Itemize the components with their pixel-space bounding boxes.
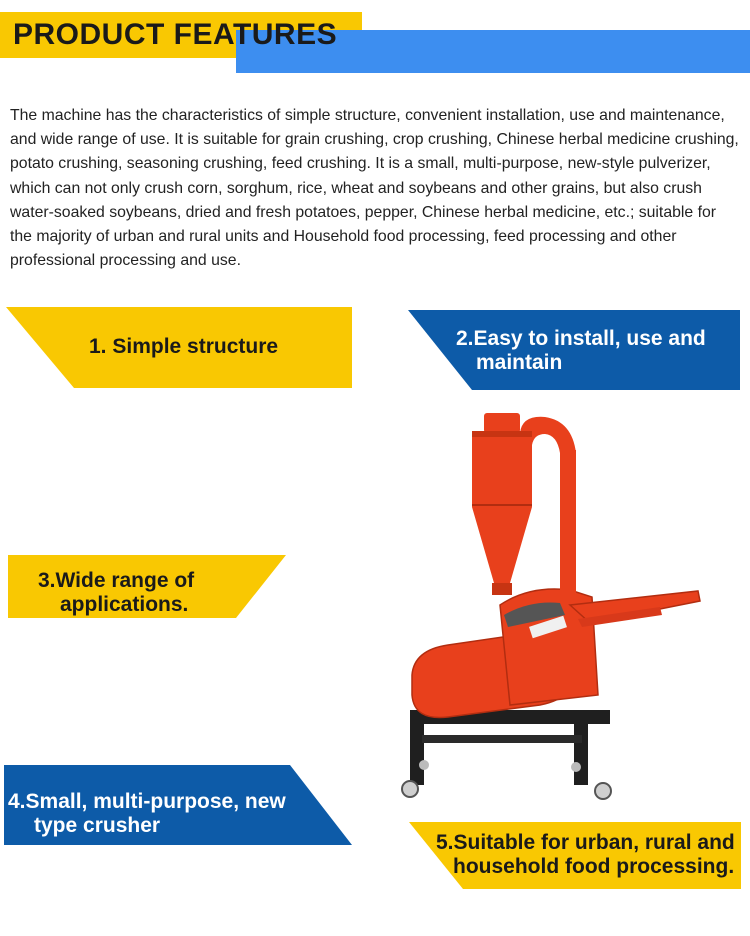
feature-banner-5	[409, 822, 741, 889]
feature-text-line1: Suitable for urban, rural and	[453, 831, 735, 854]
feature-text-line1: Easy to install, use and	[473, 327, 706, 350]
feature-text-line2: household food processing.	[453, 855, 735, 878]
feature-label	[89, 335, 278, 359]
feature-banner-1	[6, 307, 352, 388]
feature-text-line1: Wide range of	[55, 569, 195, 592]
feature-text-line1: Small, multi-purpose, new	[25, 790, 286, 813]
feature-banner-2	[408, 310, 740, 390]
feature-number: 3.	[38, 569, 56, 592]
feature-label	[436, 831, 735, 879]
feature-number: 2.	[456, 327, 474, 350]
feature-text-line2: applications.	[60, 593, 189, 616]
feature-banner-3	[8, 555, 286, 618]
feature-number: 5.	[436, 831, 454, 854]
feature-number: 1.	[89, 335, 107, 358]
hammer-mill-crusher-icon	[400, 405, 710, 805]
feature-label	[8, 790, 286, 838]
feature-text-line2: type crusher	[34, 814, 161, 837]
intro-paragraph: The machine has the characteristics of simple structure, convenient installation, use and maintenance, and wide range of use. It is suitable for grain crushing, crop crushing, Chinese herbal medicine crushing, potato crushing, seasoning crushing, feed crushing. It is a small, multi-purpose, new-style pulverizer, which can not only crush corn, sorghum, rice, wheat and soybeans and other grains, but also crush water-soaked soybeans, dried and fresh potatoes, pepper, Chinese herbal medicine, etc.; suitable for the majority of urban and rural units and Household food processing, feed processing and other professional processing and use.	[10, 107, 739, 270]
feature-label	[38, 569, 194, 617]
feature-label	[456, 327, 706, 375]
page-title: PRODUCT FEATURES	[13, 18, 338, 51]
feature-text-line2: maintain	[476, 351, 563, 374]
feature-number: 4.	[8, 790, 26, 813]
feature-banner-4	[4, 765, 352, 845]
feature-text: Simple structure	[112, 335, 279, 358]
